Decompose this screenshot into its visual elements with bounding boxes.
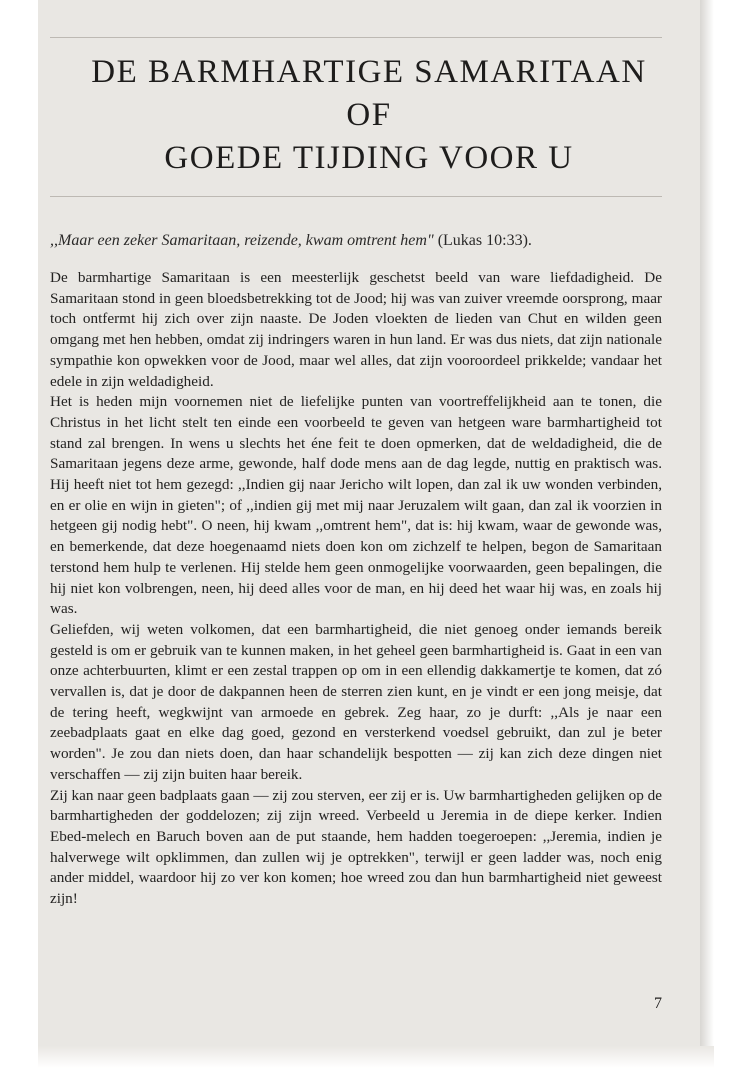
title-line-3: GOEDE TIJDING VOOR U (164, 140, 574, 176)
epigraph (50, 232, 662, 250)
body-text (50, 268, 662, 910)
paragraph-2: Het is heden mijn voornemen niet de liefelijke punten van voortreffelijkheid aan te tonen, die Christus in het licht stelt ten einde een voorbeeld te geven van hetgeen ware barmhartigheid tot stand zal brengen. In wens u slechts het éne feit te doen opmerken, dat de weldadigheid, die de Samaritaan jegens deze arme, gewonde, half dode mens aan de dag legde, nuttig en praktisch was. Hij heeft niet tot hem gezegd: ,,Indien gij naar Jericho wilt lopen, dan zal ik uw wonden verbinden, en er olie en wijn in gieten"; of ,,indien gij met mij naar Jeruzalem wilt gaan, dan zal ik voorzien in hetgeen gij nodig hebt". O neen, hij kwam ,,omtrent hem", dat is: hij kwam, waar de gewonde was, en bemerkende, dat deze hoegenaamd niets doen kon om zichzelf te helpen, begon de Samaritaan terstond hem hulp te verlenen. Hij stelde hem geen onmogelijke voorwaarden, geen bepalingen, die hij niet kon volbrengen, neen, hij deed alles voor de man, en hij deed het waar hij was, en zoals hij was. (50, 393, 662, 618)
paragraph-3: Geliefden, wij weten volkomen, dat een barmhartigheid, die niet genoeg onder iemands bereik gesteld is om er gebruik van te kunnen maken, in het geheel geen barmhartigheid is. Gaat in een van onze achterbuurten, klimt er een zestal trappen op om in een ellendig dakkamertje te komen, dat zó vervallen is, dat je door de dakpannen heen de sterren zien kunt, en je vindt er een jong meisje, dat de tering heeft, wegkwijnt van armoede en gebrek. Zeg haar, zo je durft: ,,Als je naar een zeebadplaats gaat en elke dag goed, gezond en versterkend voedsel gebruikt, dan zul je beter worden". Je zou dan niets doen, dan haar schandelijk bespotten — zij kan zich deze dingen niet verschaffen — zij zijn buiten haar bereik. (50, 620, 662, 783)
title-line-1: DE BARMHARTIGE SAMARITAAN (91, 54, 647, 90)
epigraph-reference: (Lukas 10:33). (437, 232, 532, 249)
paragraph-1: De barmhartige Samaritaan is een meesterlijk geschetst beeld van ware liefdadigheid. De Samaritaan stond in geen bloedsbetrekking tot de Jood; hij was van zuiver vreemde oorsprong, maar toch ontfermt hij zich over zijn naaste. De Joden vloekten de lieden van Chut en wilden geen omgang met hen hebben, omdat zij indringers waren in hun land. Er was dus niets, dat zijn nationale sympathie kon opwekken voor de Jood, maar wel alles, dat zijn vooroordeel prikkelde; vandaar het edele in zijn weldadigheid. (50, 269, 662, 390)
title-line-2: OF (346, 97, 392, 133)
paragraph-4: Zij kan naar geen badplaats gaan — zij zou sterven, eer zij er is. Uw barmhartigheden gelijken op de barmhartigheden der goddelozen; zij zijn wreed. Verbeeld u Jeremia in de diepe kerker. Indien Ebed-melech en Baruch boven aan de put staande, hem hadden toegeroepen: ,,Jeremia, indien je halverwege wilt opklimmen, dan zullen wij je optrekken", terwijl er geen ladder was, noch enig ander middel, waardoor hij zo ver kon komen; hoe wreed zou dan hun barmhartigheid niet geweest zijn! (50, 786, 662, 908)
epigraph-quote: ,,Maar een zeker Samaritaan, reizende, kwam omtrent hem" (50, 232, 434, 249)
top-divider (50, 37, 662, 38)
title-divider (50, 196, 662, 197)
page-number: 7 (654, 995, 662, 1012)
page-bottom-shadow (38, 1046, 714, 1068)
